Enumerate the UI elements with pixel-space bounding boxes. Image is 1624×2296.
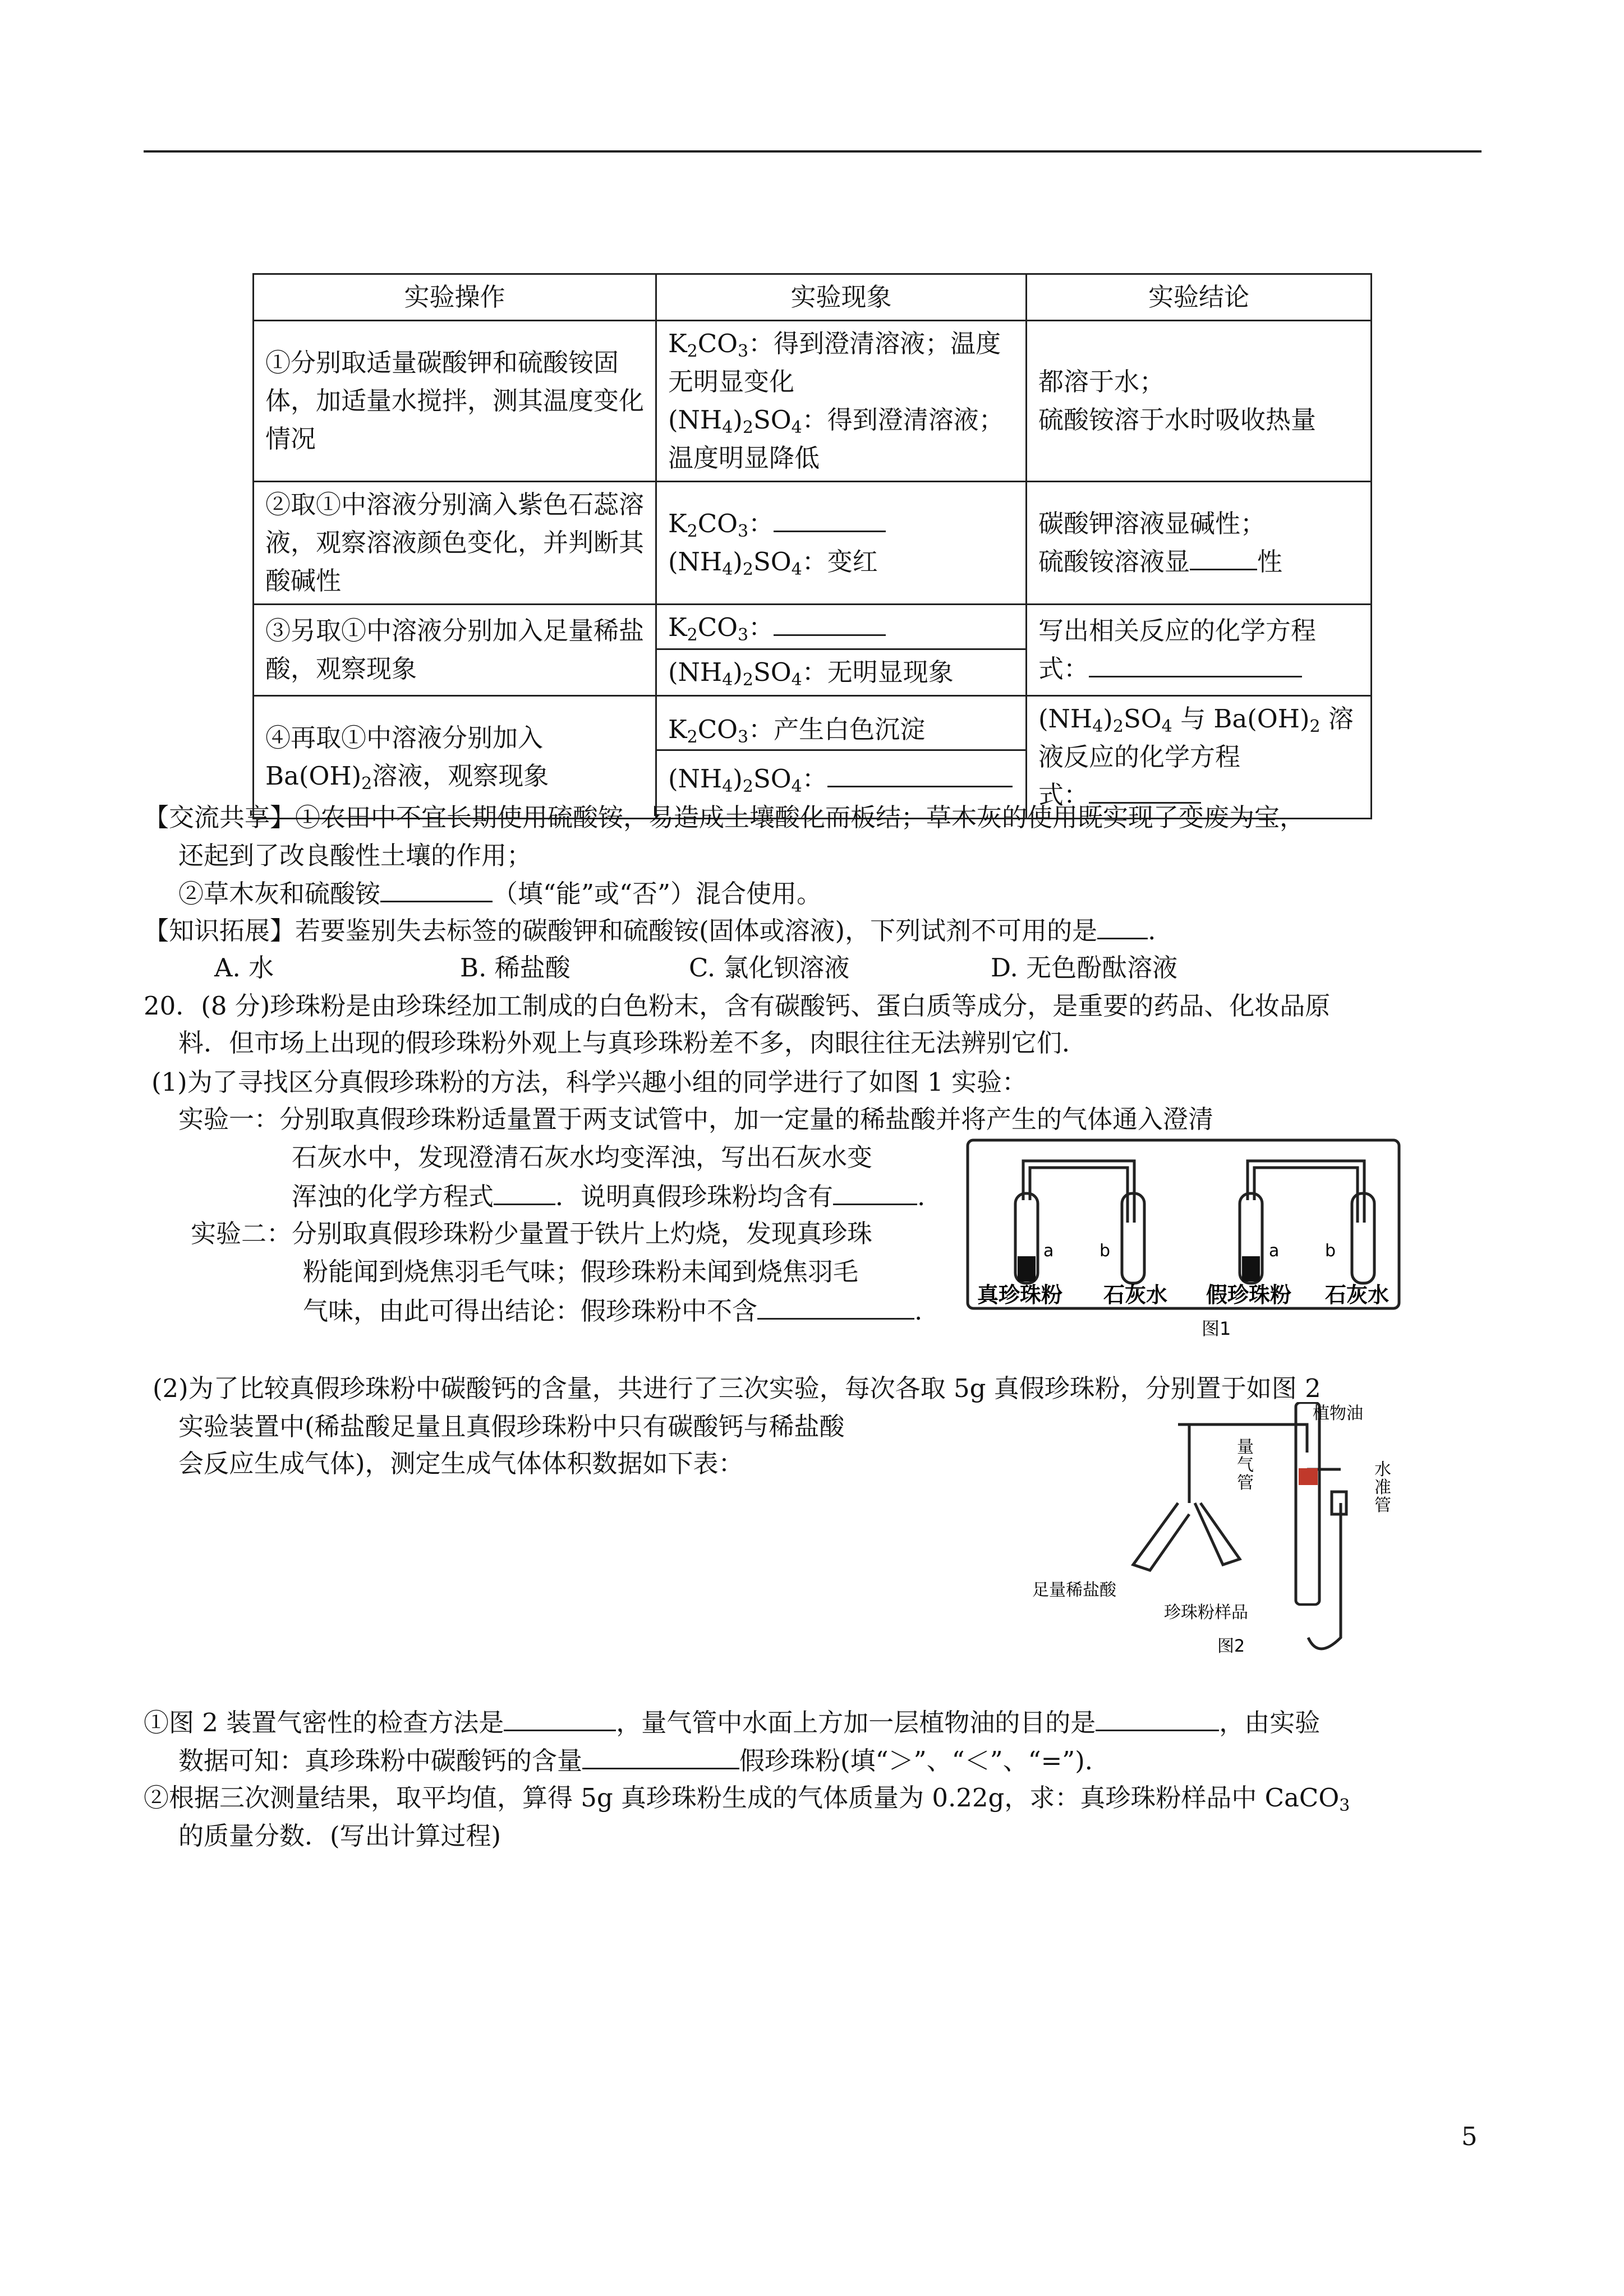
share-line-2: 还起到了改良酸性土壤的作用； [178,841,532,870]
part-2-line-1: (2)为了比较真假珍珠粉中碳酸钙的含量，共进行了三次实验，每次各取 5g 真假珍珠粉，分别置于如图 2 [153,1373,1321,1403]
op-cell: ②取①中溶液分别滴入紫色石蕊溶液，观察溶液颜色变化，并判断其酸碱性 [254,482,656,605]
part-2-line-3: 会反应生成气体)，测定生成气体体积数据如下表： [178,1449,744,1478]
experiment-2-line-1: 实验二：分别取真假珍珠粉少量置于铁片上灼烧，发现真珍珠 [191,1219,873,1248]
phenomenon-cell [656,696,1027,819]
acid-label: 足量稀盐酸 [1032,1580,1116,1600]
table-row [254,696,1372,819]
extension-line: 【知识拓展】若要鉴别失去标签的碳酸钾和硫酸铵(固体或溶液)，下列试剂不可用的是 . [144,913,1156,948]
level-tube-label: 管 [1374,1496,1391,1515]
answer-blank[interactable] [757,1293,914,1320]
header-rule [144,150,1482,153]
option-c: C. 氯化钡溶液 [689,953,850,983]
conclusion-cell: $(NH_4)_2SO_4$ 与 $Ba(OH)_2$ 溶 液反应的化学方程 式： [1027,696,1372,819]
conclusion-line: 写出相关反应的化学方程 [1038,616,1317,646]
op-cell: ①分别取适量碳酸钾和硫酸铵固体，加适量水搅拌，测其温度变化情况 [254,321,656,482]
phenomenon-cell [656,605,1027,696]
experiment-1-line-3: 浑浊的化学方程式 ．说明真假珍珠粉均含有 . [292,1179,925,1214]
question-line: ①图 2 装置气密性的检查方法是 ，量气管中水面上方加一层植物油的目的是 ，由实验 [144,1705,1320,1740]
answer-blank[interactable] [380,876,493,902]
answer-blank[interactable] [1089,777,1201,804]
question-line: 的质量分数．(写出计算过程) [178,1821,502,1851]
table-row [254,321,1372,482]
gas-tube-label: 气 [1237,1455,1254,1475]
conclusion-cell [1027,482,1372,605]
gas-tube-label: 量 [1237,1437,1254,1457]
answer-blank[interactable] [504,1705,616,1731]
tube-a-label: a [1269,1241,1280,1261]
experiment-1-line-1: 实验一：分别取真假珍珠粉适量置于两支试管中，加一定量的稀盐酸并将产生的气体通入澄清 [178,1104,1214,1134]
phenomenon-nh4so4: $(NH_4)_2SO_4$：无明显现象 [668,657,954,690]
experiment-2-line-2: 粉能闻到烧焦羽毛气味；假珍珠粉未闻到烧焦羽毛 [303,1257,859,1287]
answer-blank[interactable] [494,1179,555,1205]
gas-tube-label: 管 [1237,1473,1254,1493]
experiment-1-line-2: 石灰水中，发现澄清石灰水均变浑浊，写出石灰水变 [292,1142,873,1172]
answer-blank[interactable] [1190,544,1257,570]
option-d: D. 无色酚酞溶液 [991,953,1178,983]
part-1-intro: (1)为了寻找区分真假珍珠粉的方法，科学兴趣小组的同学进行了如图 1 实验： [151,1067,1027,1097]
figure-1-caption: 图1 [1202,1318,1231,1339]
figure-1-diagram [966,1138,1401,1352]
answer-blank[interactable] [1097,913,1148,939]
phenomenon-cell [656,321,1027,482]
level-tube-label: 水 [1374,1460,1391,1479]
phenomenon-cell [656,482,1027,605]
answer-blank[interactable] [582,1743,739,1769]
answer-blank[interactable] [1089,651,1302,677]
question-20-line-1: 20．(8 分)珍珠粉是由珍珠经加工制成的白色粉末，含有碳酸钙、蛋白质等成分，是重要的药品、化妆品原 [144,991,1331,1021]
conclusion-cell [1027,321,1372,482]
conclusion-line: 都溶于水； [1038,367,1165,397]
share-line-3: ②草木灰和硫酸铵 （填“能”或“否”）混合使用。 [178,876,822,911]
vegetable-oil-label: 植物油 [1313,1404,1363,1423]
part-2-line-2: 实验装置中(稀盐酸足量且真假珍珠粉中只有碳酸钙与稀盐酸 [178,1412,845,1441]
conclusion-line: 硫酸铵溶于水时吸收热量 [1038,405,1317,435]
answer-blank[interactable] [833,1179,917,1205]
phenomenon-nh4so4: $(NH_4)_2SO_4$：变红 [668,547,878,579]
real-pearl-label: 真珍珠粉 [977,1283,1063,1307]
phenomenon-nh4so4: $(NH_4)_2SO_4$： [657,751,1025,807]
question-line: 数据可知：真珍珠粉中碳酸钙的含量 假珍珠粉(填“＞”、“＜”、“=”)． [178,1743,1110,1778]
header-operation: 实验操作 [254,274,656,321]
page-number: 5 [1461,2122,1478,2151]
conclusion-line: 硫酸铵溶液显 性 [1038,543,1359,581]
level-tube-label: 准 [1374,1478,1391,1497]
share-line-1: 【交流共享】①农田中不宜长期使用硫酸铵，易造成土壤酸化而板结；草木灰的使用既实现了变废为宝， [144,803,1305,832]
header-phenomenon: 实验现象 [656,274,1027,321]
op-cell: ③另取①中溶液分别加入足量稀盐酸，观察现象 [254,605,656,696]
tube-b-label: b [1099,1241,1111,1261]
phenomenon-k2co3: $K_2CO_3$：得到澄清溶液；温度无明显变化 [668,329,1001,397]
tube-b-label: b [1325,1241,1336,1261]
limewater-label: 石灰水 [1325,1283,1390,1307]
conclusion-line: 式： [1038,650,1359,688]
phenomenon-k2co3: $K_2CO_3$： [668,505,1014,543]
answer-blank[interactable] [774,506,886,532]
experiment-2-line-3: 气味，由此可得出结论：假珍珠粉中不含 . [303,1293,922,1328]
experiment-table [252,273,1372,819]
answer-blank[interactable] [827,761,1013,787]
fake-pearl-label: 假珍珠粉 [1206,1283,1292,1307]
answer-blank[interactable] [1096,1705,1219,1731]
phenomenon-k2co3: $K_2CO_3$： [657,605,1025,650]
op-cell: ④再取①中溶液分别加入 $Ba(OH)_2$溶液，观察现象 [254,696,656,819]
table-row [254,482,1372,605]
table-header-row [254,274,1372,321]
phenomenon-nh4so4: $(NH_4)_2SO_4$：得到澄清溶液；温度明显降低 [668,405,1004,473]
table-row [254,605,1372,696]
conclusion-cell [1027,605,1372,696]
answer-blank[interactable] [774,610,886,636]
figure-2-caption: 图2 [1217,1636,1245,1656]
option-a: A. 水 [214,953,274,983]
conclusion-line: 碳酸钾溶液显碱性； [1038,509,1266,538]
phenomenon-k2co3: $K_2CO_3$：产生白色沉淀 [657,707,1025,751]
limewater-label: 石灰水 [1103,1283,1168,1307]
header-conclusion: 实验结论 [1027,274,1372,321]
question-20-line-2: 料．但市场上出现的假珍珠粉外观上与真珍珠粉差不多，肉眼往往无法辨别它们． [178,1028,1088,1058]
option-b: B. 稀盐酸 [460,953,571,983]
tube-a-label: a [1043,1241,1054,1261]
figure-2-diagram [1027,1402,1419,1660]
question-line: ②根据三次测量结果，取平均值，算得 5g 真珍珠粉生成的气体质量为 0.22g，求：真珍珠粉样品中 CaCO$_3$ [144,1783,1350,1815]
sample-label: 珍珠粉样品 [1164,1603,1248,1622]
